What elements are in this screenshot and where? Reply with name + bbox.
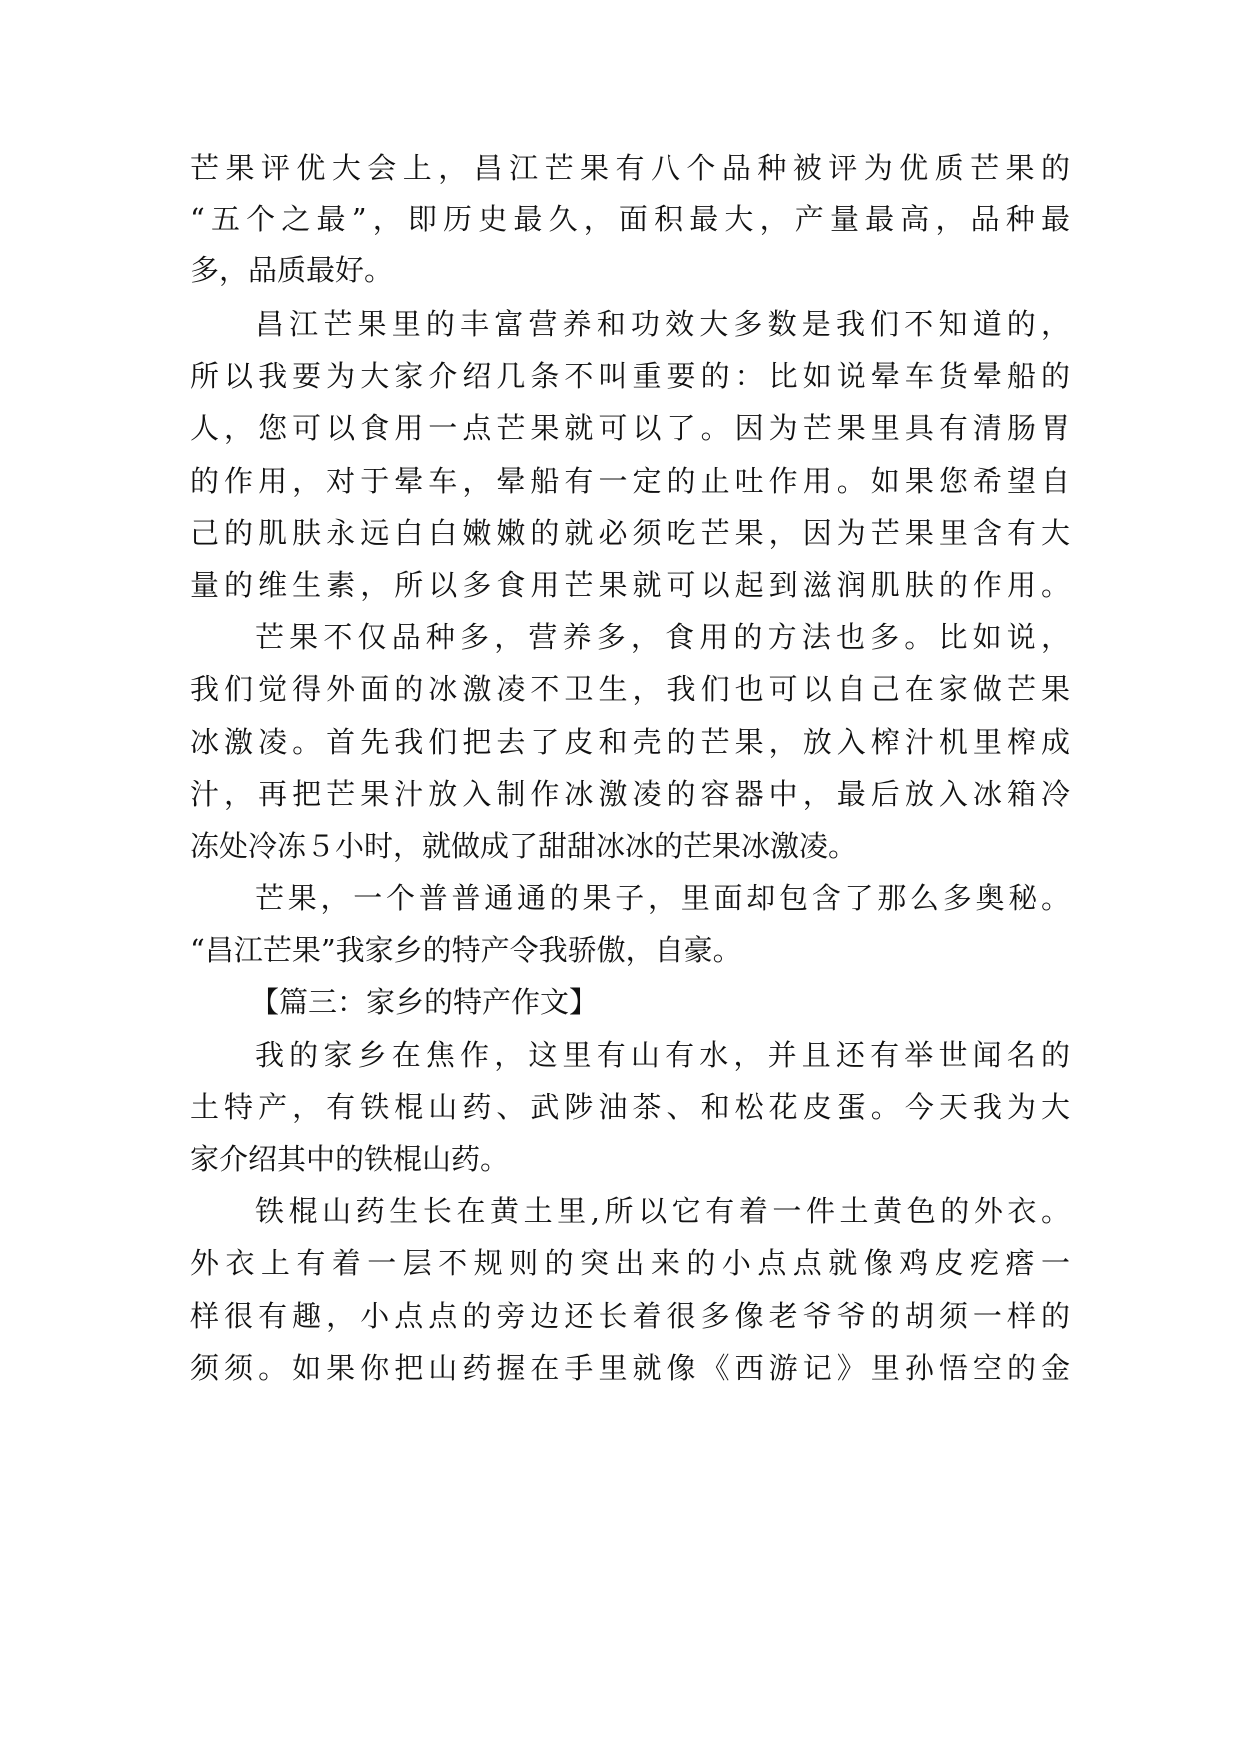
text-line-13: 汁，再把芒果汁放入制作冰激凌的容器中，最后放入冰箱冷 xyxy=(190,777,1070,811)
text-line-24: 须须。如果你把山药握在手里就像《西游记》里孙悟空的金 xyxy=(190,1351,1070,1385)
text-line-14: 冻处冷冻５小时，就做成了甜甜冰冰的芒果冰激凌。 xyxy=(190,829,858,863)
text-line-10: 芒果不仅品种多，营养多，食用的方法也多。比如说， xyxy=(255,620,1070,654)
text-line-9: 量的维生素，所以多食用芒果就可以起到滋润肌肤的作用。 xyxy=(190,568,1070,602)
text-line-19: 土特产，有铁棍山药、武陟油茶、和松花皮蛋。今天我为大 xyxy=(190,1090,1070,1124)
text-line-20: 家介绍其中的铁棍山药。 xyxy=(190,1142,510,1176)
text-line-11: 我们觉得外面的冰激凌不卫生，我们也可以自己在家做芒果 xyxy=(190,672,1070,706)
text-line-3: 多，品质最好。 xyxy=(190,253,394,287)
text-line-15: 芒果，一个普普通通的果子，里面却包含了那么多奥秘。 xyxy=(255,881,1070,915)
text-line-12: 冰激凌。首先我们把去了皮和壳的芒果，放入榨汁机里榨成 xyxy=(190,725,1070,759)
text-line-22: 外衣上有着一层不规则的突出来的小点点就像鸡皮疙瘩一 xyxy=(190,1246,1070,1280)
section-heading: 【篇三：家乡的特产作文】 xyxy=(250,985,599,1019)
text-line-7: 的作用，对于晕车，晕船有一定的止吐作用。如果您希望自 xyxy=(190,464,1070,498)
text-line-4: 昌江芒果里的丰富营养和功效大多数是我们不知道的， xyxy=(255,307,1070,341)
text-line-8: 己的肌肤永远白白嫩嫩的就必须吃芒果，因为芒果里含有大 xyxy=(190,516,1070,550)
text-line-23: 样很有趣，小点点的旁边还长着很多像老爷爷的胡须一样的 xyxy=(190,1299,1070,1333)
text-line-2: “五个之最”，即历史最久，面积最大，产量最高，品种最 xyxy=(190,202,1070,236)
text-line-1: 芒果评优大会上，昌江芒果有八个品种被评为优质芒果的 xyxy=(190,151,1070,185)
text-line-16: “昌江芒果”我家乡的特产令我骄傲，自豪。 xyxy=(190,933,742,967)
text-line-6: 人，您可以食用一点芒果就可以了。因为芒果里具有清肠胃 xyxy=(190,411,1070,445)
text-line-18: 我的家乡在焦作，这里有山有水，并且还有举世闻名的 xyxy=(255,1038,1070,1072)
text-line-21: 铁棍山药生长在黄土里,所以它有着一件土黄色的外衣。 xyxy=(255,1194,1070,1228)
text-line-5: 所以我要为大家介绍几条不叫重要的：比如说晕车货晕船的 xyxy=(190,359,1070,393)
